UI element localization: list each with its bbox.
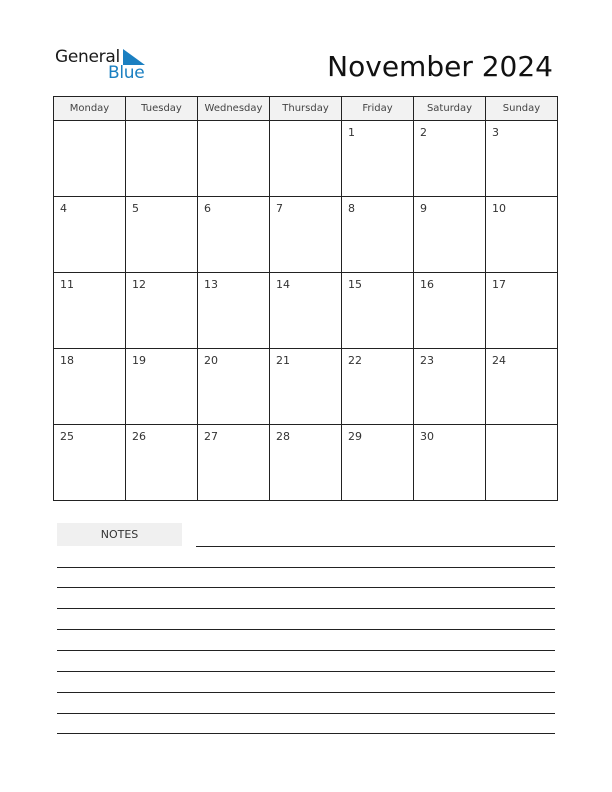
notes-line [57, 733, 555, 734]
day-number: 11 [60, 278, 74, 291]
weekday-header: Monday [54, 97, 126, 121]
day-cell [486, 197, 558, 273]
day-number: 30 [420, 430, 434, 443]
day-number: 20 [204, 354, 218, 367]
day-cell [342, 349, 414, 425]
weekday-header: Sunday [486, 97, 558, 121]
day-cell [342, 425, 414, 501]
day-cell [270, 197, 342, 273]
day-number: 29 [348, 430, 362, 443]
brand-word-general: General [55, 47, 120, 67]
day-cell [54, 425, 126, 501]
day-cell [342, 197, 414, 273]
day-cell [342, 273, 414, 349]
day-number: 9 [420, 202, 427, 215]
day-cell [270, 349, 342, 425]
day-cell [198, 197, 270, 273]
day-cell [486, 121, 558, 197]
day-cell [198, 349, 270, 425]
day-number: 24 [492, 354, 506, 367]
week-row [54, 425, 558, 501]
day-number: 16 [420, 278, 434, 291]
notes-line [57, 671, 555, 672]
day-number: 18 [60, 354, 74, 367]
day-cell [486, 349, 558, 425]
notes-line [57, 713, 555, 714]
day-number: 21 [276, 354, 290, 367]
day-cell [414, 425, 486, 501]
day-cell [54, 197, 126, 273]
day-cell [126, 425, 198, 501]
calendar-grid [53, 96, 558, 501]
day-number: 22 [348, 354, 362, 367]
day-number: 26 [132, 430, 146, 443]
day-number: 23 [420, 354, 434, 367]
day-number: 14 [276, 278, 290, 291]
day-cell [126, 197, 198, 273]
day-number: 4 [60, 202, 67, 215]
week-row [54, 349, 558, 425]
notes-line [57, 587, 555, 588]
day-number: 7 [276, 202, 283, 215]
day-cell [54, 121, 126, 197]
weekday-header: Friday [342, 97, 414, 121]
day-number: 1 [348, 126, 355, 139]
day-number: 27 [204, 430, 218, 443]
day-number: 13 [204, 278, 218, 291]
day-cell [54, 349, 126, 425]
day-number: 3 [492, 126, 499, 139]
day-number: 12 [132, 278, 146, 291]
day-cell [270, 425, 342, 501]
day-number: 19 [132, 354, 146, 367]
notes-line [57, 567, 555, 568]
brand-logo [55, 47, 155, 83]
day-cell [54, 273, 126, 349]
weekday-header: Saturday [414, 97, 486, 121]
day-cell [198, 425, 270, 501]
day-cell [126, 349, 198, 425]
day-cell [414, 121, 486, 197]
weekday-header: Wednesday [198, 97, 270, 121]
day-number: 6 [204, 202, 211, 215]
notes-line [57, 629, 555, 630]
calendar-title: November 2024 [327, 50, 553, 83]
week-row [54, 273, 558, 349]
weekday-header: Thursday [270, 97, 342, 121]
day-cell [486, 273, 558, 349]
day-number: 28 [276, 430, 290, 443]
day-cell [342, 121, 414, 197]
notes-line [196, 546, 555, 547]
weekday-header-row [54, 97, 558, 121]
notes-line [57, 650, 555, 651]
day-cell [270, 121, 342, 197]
day-cell [486, 425, 558, 501]
brand-word-blue: Blue [108, 63, 145, 83]
notes-line [57, 692, 555, 693]
weekday-header: Tuesday [126, 97, 198, 121]
day-cell [270, 273, 342, 349]
week-row [54, 197, 558, 273]
notes-label: NOTES [57, 523, 182, 546]
notes-line [57, 608, 555, 609]
day-number: 15 [348, 278, 362, 291]
week-row [54, 121, 558, 197]
day-number: 2 [420, 126, 427, 139]
day-number: 17 [492, 278, 506, 291]
day-cell [198, 121, 270, 197]
day-number: 10 [492, 202, 506, 215]
day-cell [198, 273, 270, 349]
day-cell [414, 273, 486, 349]
day-number: 5 [132, 202, 139, 215]
day-number: 25 [60, 430, 74, 443]
day-cell [414, 197, 486, 273]
day-cell [126, 121, 198, 197]
day-cell [126, 273, 198, 349]
day-cell [414, 349, 486, 425]
day-number: 8 [348, 202, 355, 215]
